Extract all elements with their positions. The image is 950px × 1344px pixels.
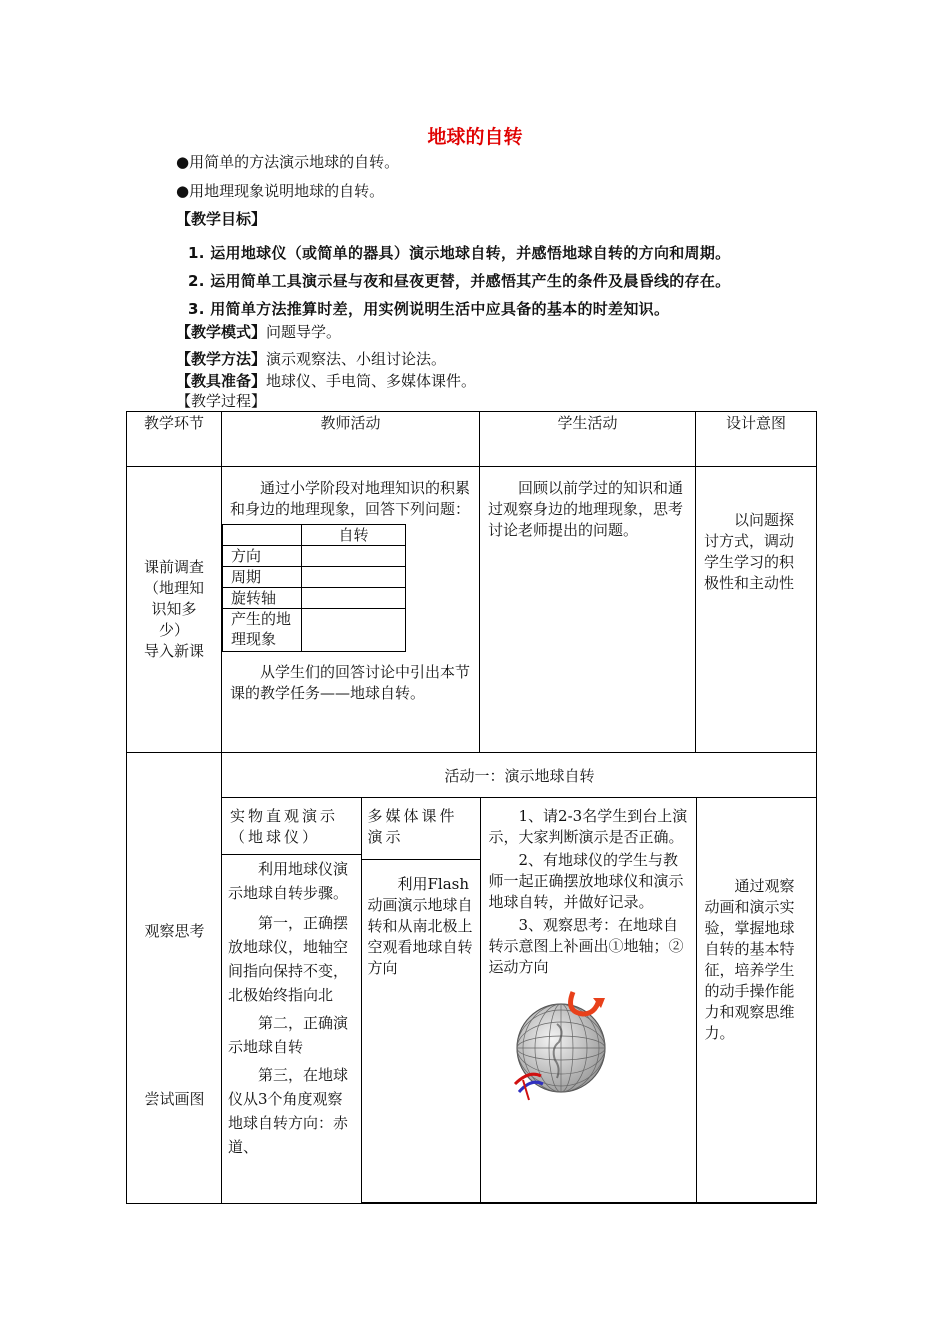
axis-arrow-icon xyxy=(519,1082,543,1092)
inner-header-rotation: 自转 xyxy=(302,525,406,546)
rotation-question-table xyxy=(222,524,406,652)
student-intro-text: 回顾以前学过的知识和通过观察身边的地理现象，思考讨论老师提出的问题。 xyxy=(488,479,684,539)
intent-intro-text: 以问题探讨方式，调动学生学习的积极性和主动性 xyxy=(704,511,795,592)
stage-line: 导入新课 xyxy=(143,642,204,660)
inner-answer-cell[interactable] xyxy=(302,567,406,588)
stage-line: （地理知 xyxy=(143,579,204,597)
stage-observe: 观察思考 xyxy=(144,922,205,940)
student-activity-cell xyxy=(480,798,696,1203)
globe-step-1: 第一，正确摆放地球仪，地轴空间指向保持不变，北极始终指向北 xyxy=(228,914,349,1004)
teacher-outro-text: 从学生们的回答讨论中引出本节课的教学任务——地球自转。 xyxy=(230,663,471,702)
stage-line: 课前调查 xyxy=(143,558,204,576)
teaching-tools: 【教具准备】地球仪、手电筒、多媒体课件。 xyxy=(176,372,477,390)
table-row xyxy=(127,753,817,1204)
goal-item-2: 2. 运用简单工具演示昼与夜和昼夜更替，并感悟其产生的条件及晨昏线的存在。 xyxy=(188,272,731,290)
multimedia-text: 利用Flash动画演示地球自转和从南北极上空观看地球自转方向 xyxy=(362,859,480,979)
teaching-process-table xyxy=(126,411,817,1204)
objective-bullet-2: ●用地理现象说明地球的自转。 xyxy=(176,182,385,200)
header-intent: 设计意图 xyxy=(696,412,817,467)
student-step-3: 3、观察思考：在地球自转示意图上补画出①地轴；②运动方向 xyxy=(488,916,684,976)
stage-cell-activity xyxy=(127,753,222,1204)
process-heading: 【教学过程】 xyxy=(176,392,267,410)
inner-answer-cell[interactable] xyxy=(302,546,406,567)
intent-cell-intro xyxy=(696,467,817,753)
page-title: 地球的自转 xyxy=(427,126,523,148)
student-step-2: 2、有地球仪的学生与教师一起正确摆放地球仪和演示地球自转，并做好记录。 xyxy=(488,851,684,911)
inner-row-label: 旋转轴 xyxy=(223,588,302,609)
goal-item-1: 1. 运用地球仪（或简单的器具）演示地球自转，并感悟地球自转的方向和周期。 xyxy=(188,244,731,262)
activity-table xyxy=(222,753,817,1203)
globe-rotation-diagram xyxy=(499,984,639,1102)
teaching-mode: 【教学模式】问题导学。 xyxy=(176,323,342,341)
globe-step-intro: 利用地球仪演示地球自转步骤。 xyxy=(228,860,349,902)
student-step-1: 1、请2-3名学生到台上演示，大家判断演示是否正确。 xyxy=(488,807,688,846)
inner-row-label: 方向 xyxy=(223,546,302,567)
intent-activity-text: 通过观察动画和演示实验，掌握地球自转的基本特征，培养学生的动手操作能力和观察思维力。 xyxy=(704,877,795,1042)
inner-corner xyxy=(223,525,302,546)
teaching-method: 【教学方法】演示观察法、小组讨论法。 xyxy=(176,350,447,368)
multimedia-header: 多媒体课件演示 xyxy=(367,807,458,846)
globe-step-3: 第三，在地球仪从3个角度观察地球自转方向：赤道、 xyxy=(228,1066,349,1156)
table-row xyxy=(127,467,817,753)
stage-cell-intro xyxy=(127,467,222,753)
goals-heading: 【教学目标】 xyxy=(176,210,267,228)
inner-answer-cell[interactable] xyxy=(302,609,406,652)
inner-row-label: 产生的地理现象 xyxy=(223,609,302,652)
multimedia-cell xyxy=(361,798,480,1203)
objective-bullet-1: ●用简单的方法演示地球的自转。 xyxy=(176,153,400,171)
inner-row-label: 周期 xyxy=(223,567,302,588)
stage-line: 识知多 xyxy=(151,600,197,618)
goal-item-3: 3. 用简单方法推算时差，用实例说明生活中应具备的基本的时差知识。 xyxy=(188,300,670,318)
teacher-intro-text: 通过小学阶段对地理知识的积累和身边的地理现象，回答下列问题： xyxy=(230,479,471,518)
header-teacher: 教师活动 xyxy=(222,412,480,467)
student-cell-intro xyxy=(480,467,696,753)
inner-answer-cell[interactable] xyxy=(302,588,406,609)
header-student: 学生活动 xyxy=(480,412,696,467)
header-stage: 教学环节 xyxy=(127,412,222,467)
globe-step-2: 第二，正确演示地球自转 xyxy=(228,1014,349,1056)
demo-globe-steps xyxy=(222,855,361,1203)
table-header-row xyxy=(127,412,817,467)
activity-title: 活动一：演示地球自转 xyxy=(222,753,817,798)
intent-activity-cell xyxy=(696,798,817,1203)
activity-cell xyxy=(222,753,817,1204)
teacher-cell-intro xyxy=(222,467,480,753)
demo-globe-header: 实物直观演示（地球仪） xyxy=(222,798,361,855)
stage-draw: 尝试画图 xyxy=(144,1090,205,1108)
stage-line: 少） xyxy=(158,621,189,639)
